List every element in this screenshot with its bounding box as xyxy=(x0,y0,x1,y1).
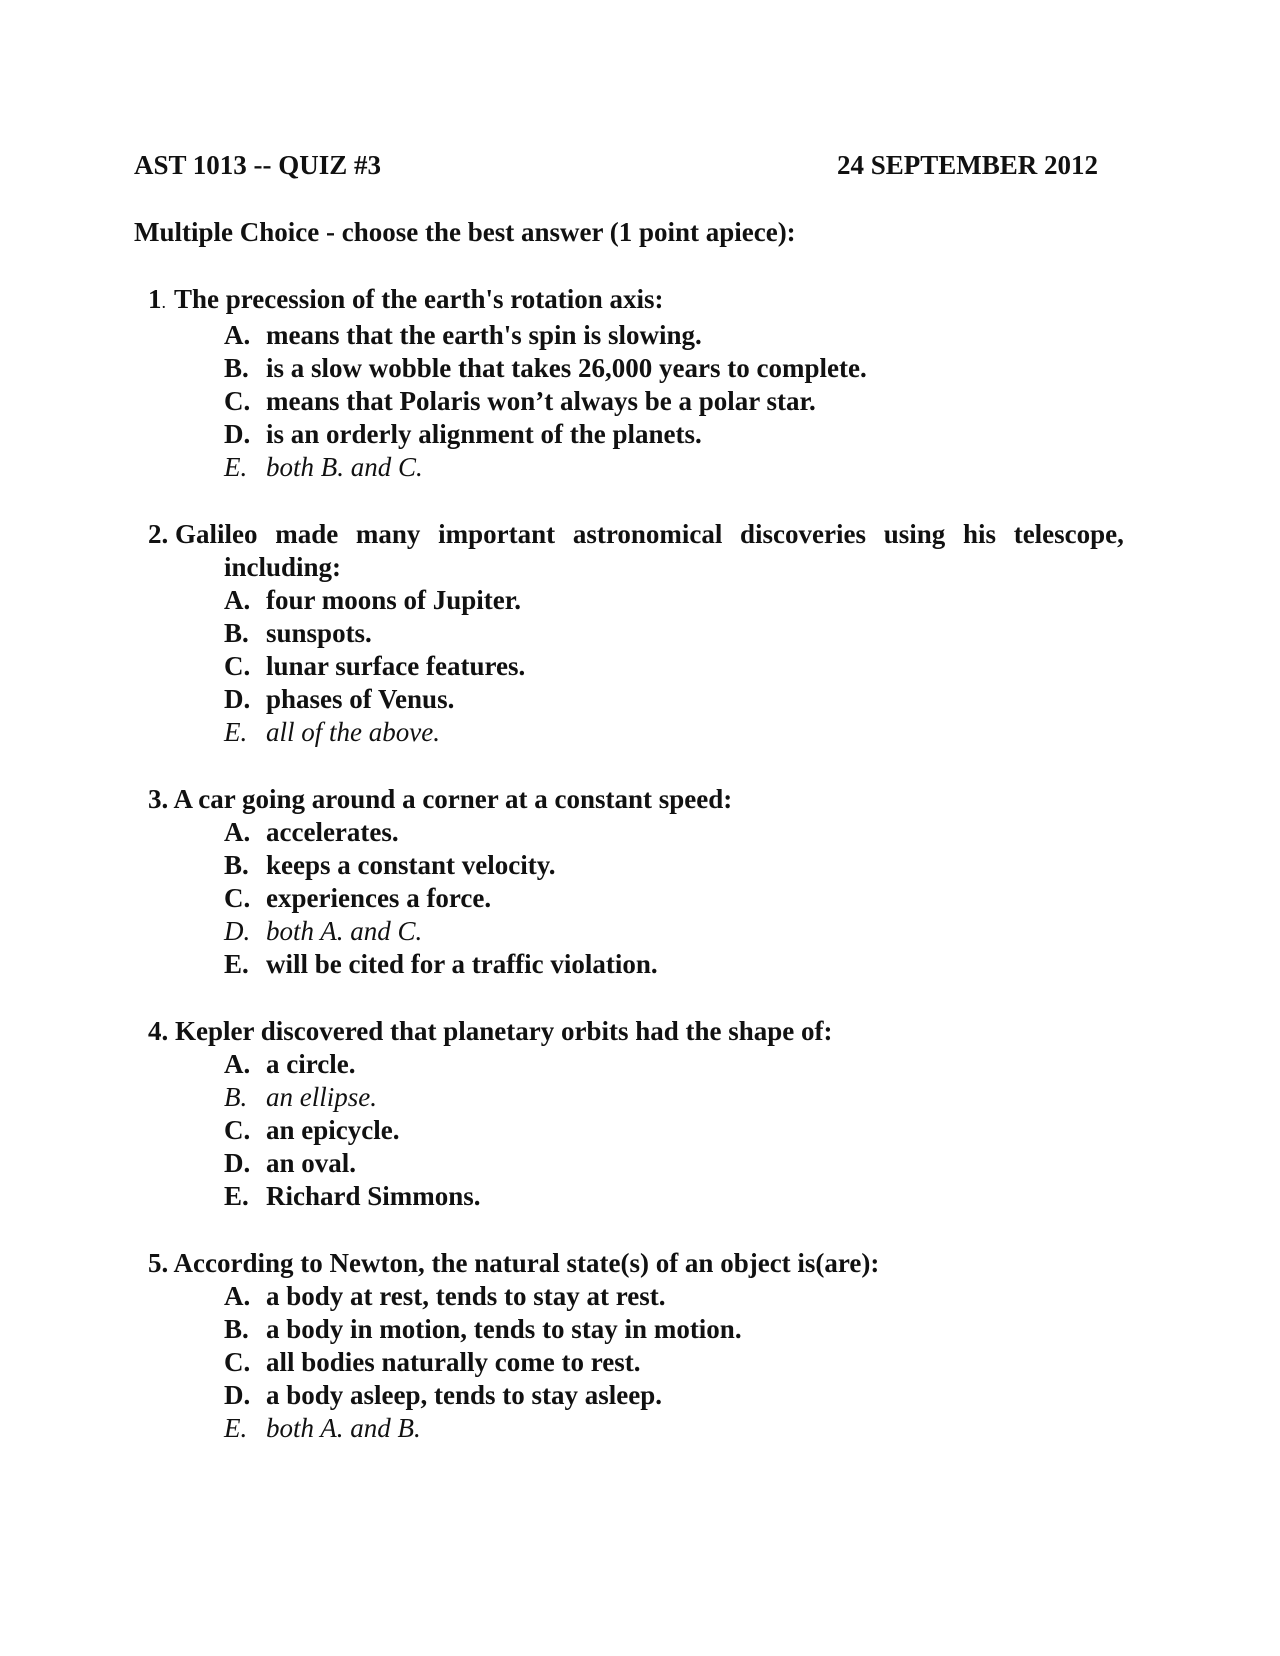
quiz-header xyxy=(134,148,1098,182)
choice-text: lunar surface features. xyxy=(266,651,526,681)
choice-text: phases of Venus. xyxy=(266,684,455,714)
choice-letter: A. xyxy=(224,1281,251,1311)
question-5 xyxy=(148,1247,1124,1445)
choice-text: all of the above. xyxy=(266,717,440,747)
choice-e-answer xyxy=(224,716,1124,749)
question-2 xyxy=(148,518,1124,749)
choice-b xyxy=(224,849,1124,882)
stem-word: Galileo xyxy=(175,519,258,549)
choice-letter: B. xyxy=(224,618,249,648)
choice-text: a body in motion, tends to stay in motion. xyxy=(266,1314,742,1344)
choice-letter: A. xyxy=(224,320,251,350)
choice-letter: D. xyxy=(224,1380,251,1410)
choice-letter: E. xyxy=(224,949,249,979)
choice-e xyxy=(224,1180,1124,1213)
question-number: 1 xyxy=(148,284,162,314)
choice-text: an epicycle. xyxy=(266,1115,400,1145)
choice-text: both A. and C. xyxy=(266,916,423,946)
choice-text: is an orderly alignment of the planets. xyxy=(266,419,702,449)
choice-a xyxy=(224,319,1124,352)
choice-c xyxy=(224,1346,1124,1379)
quiz-date: 24 SEPTEMBER 2012 xyxy=(836,150,1098,180)
question-stem-continued: including: xyxy=(224,552,342,582)
choice-d xyxy=(224,683,1124,716)
question-list xyxy=(148,283,1124,1479)
choice-list xyxy=(148,584,1124,749)
choice-letter: E. xyxy=(224,717,248,747)
stem-word: his xyxy=(962,519,996,549)
choice-b xyxy=(224,352,1124,385)
choice-text: will be cited for a traffic violation. xyxy=(266,949,658,979)
choice-text: both B. and C. xyxy=(266,452,423,482)
question-number-period: . xyxy=(161,292,166,312)
choice-letter: E. xyxy=(224,452,248,482)
question-text: A car going around a corner at a constant speed: xyxy=(173,784,733,814)
choice-list xyxy=(148,319,1124,484)
choice-c xyxy=(224,1114,1124,1147)
question-number: 4. xyxy=(148,1016,169,1046)
choice-a xyxy=(224,1048,1124,1081)
question-1 xyxy=(148,283,1124,484)
choice-letter: B. xyxy=(224,353,249,383)
choice-text: all bodies naturally come to rest. xyxy=(266,1347,641,1377)
choice-e xyxy=(224,948,1124,981)
question-text: The precession of the earth's rotation axis: xyxy=(174,284,664,314)
choice-c xyxy=(224,650,1124,683)
choice-text: experiences a force. xyxy=(266,883,492,913)
choice-d xyxy=(224,1379,1124,1412)
choice-letter: B. xyxy=(224,850,249,880)
choice-d xyxy=(224,418,1124,451)
choice-a xyxy=(224,584,1124,617)
choice-b-answer xyxy=(224,1081,1124,1114)
choice-b xyxy=(224,1313,1124,1346)
choice-letter: C. xyxy=(224,651,251,681)
choice-letter: C. xyxy=(224,386,251,416)
choice-letter: B. xyxy=(224,1082,248,1112)
choice-text: sunspots. xyxy=(266,618,372,648)
choice-letter: E. xyxy=(224,1413,248,1443)
question-stem xyxy=(148,783,1124,816)
choice-b xyxy=(224,617,1124,650)
choice-letter: D. xyxy=(224,419,251,449)
choice-text: Richard Simmons. xyxy=(266,1181,481,1211)
choice-e-answer xyxy=(224,451,1124,484)
choice-text: both A. and B. xyxy=(266,1413,421,1443)
choice-text: a body asleep, tends to stay asleep. xyxy=(266,1380,663,1410)
question-number-and-word xyxy=(148,518,258,551)
question-text: Kepler discovered that planetary orbits had the shape of: xyxy=(175,1016,833,1046)
choice-text: accelerates. xyxy=(266,817,399,847)
question-number: 2. xyxy=(148,519,169,549)
question-stem xyxy=(148,283,1124,319)
stem-word: many xyxy=(355,519,421,549)
choice-a xyxy=(224,816,1124,849)
choice-letter: B. xyxy=(224,1314,249,1344)
question-stem xyxy=(148,1015,1124,1048)
choice-text: means that Polaris won’t always be a polar star. xyxy=(266,386,816,416)
question-text: According to Newton, the natural state(s) of an object is(are): xyxy=(173,1248,880,1278)
choice-text: is a slow wobble that takes 26,000 years to complete. xyxy=(266,353,867,383)
choice-a xyxy=(224,1280,1124,1313)
choice-text: an ellipse. xyxy=(266,1082,377,1112)
stem-word: important xyxy=(438,519,556,549)
question-stem xyxy=(148,1247,1124,1280)
choice-list xyxy=(148,1280,1124,1445)
choice-text: four moons of Jupiter. xyxy=(266,585,522,615)
choice-letter: C. xyxy=(224,883,251,913)
stem-word: using xyxy=(883,519,946,549)
stem-word: discoveries xyxy=(740,519,867,549)
stem-word: telescope, xyxy=(1013,519,1124,549)
choice-c xyxy=(224,385,1124,418)
question-number: 3. xyxy=(148,784,169,814)
choice-text: keeps a constant velocity. xyxy=(266,850,556,880)
choice-text: means that the earth's spin is slowing. xyxy=(266,320,702,350)
choice-letter: A. xyxy=(224,585,251,615)
choice-d xyxy=(224,1147,1124,1180)
stem-word: made xyxy=(275,519,339,549)
choice-letter: C. xyxy=(224,1347,251,1377)
choice-text: a circle. xyxy=(266,1049,356,1079)
choice-letter: D. xyxy=(224,1148,251,1178)
choice-list xyxy=(148,816,1124,981)
instructions: Multiple Choice - choose the best answer (1 point apiece): xyxy=(134,217,796,247)
question-number: 5. xyxy=(148,1248,169,1278)
choice-letter: E. xyxy=(224,1181,249,1211)
question-4 xyxy=(148,1015,1124,1213)
question-3 xyxy=(148,783,1124,981)
choice-e-answer xyxy=(224,1412,1124,1445)
choice-text: a body at rest, tends to stay at rest. xyxy=(266,1281,666,1311)
choice-letter: D. xyxy=(224,916,251,946)
choice-d-answer xyxy=(224,915,1124,948)
choice-letter: C. xyxy=(224,1115,251,1145)
choice-c xyxy=(224,882,1124,915)
question-stem xyxy=(148,518,1124,551)
choice-letter: D. xyxy=(224,684,251,714)
stem-word: astronomical xyxy=(572,519,723,549)
choice-letter: A. xyxy=(224,1049,251,1079)
choice-list xyxy=(148,1048,1124,1213)
choice-text: an oval. xyxy=(266,1148,357,1178)
choice-letter: A. xyxy=(224,817,251,847)
course-title: AST 1013 -- QUIZ #3 xyxy=(134,150,382,180)
